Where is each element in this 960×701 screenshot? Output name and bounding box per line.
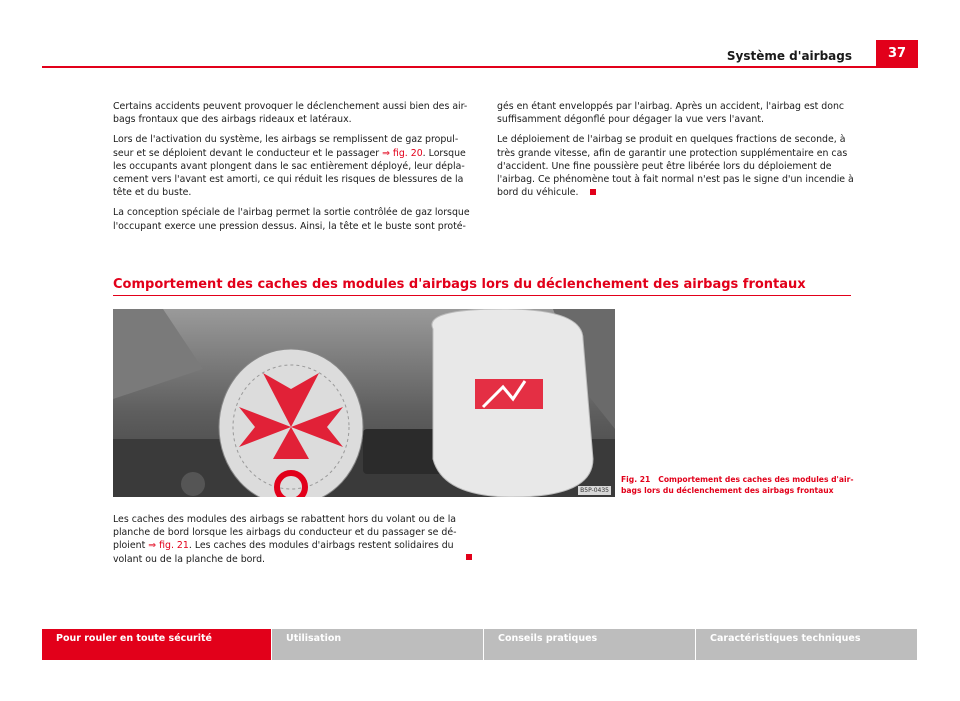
paragraph-text: Les caches des modules des airbags se rabattent hors du volant ou de la planche de bord lorsque les airbags du conducteur et du passager se dé-ploient <box>113 514 457 552</box>
fig20-link[interactable]: ⇒ fig. 20 <box>382 147 423 159</box>
section-rule <box>113 295 851 296</box>
paragraph: Certains accidents peuvent provoquer le déclenchement aussi bien des air-bags frontaux que des airbags rideaux et latéraux. <box>113 101 468 126</box>
section-title: Comportement des caches des modules d'airbags lors du déclenchement des airbags frontaux <box>113 277 806 292</box>
end-marker-icon <box>466 554 472 560</box>
paragraph <box>113 513 473 566</box>
paragraph-text: . Les caches des modules d'airbags restent solidaires du volant ou de la planche de bord. <box>113 540 454 565</box>
paragraph <box>497 133 857 199</box>
figure-airbags <box>113 309 615 497</box>
airbag-illustration <box>113 309 615 497</box>
right-column <box>497 100 857 206</box>
tab-utilisation[interactable]: Utilisation <box>272 629 484 660</box>
footer-nav <box>42 629 918 660</box>
end-marker-icon <box>590 189 596 195</box>
header-rule <box>42 66 918 68</box>
tab-conseils[interactable]: Conseils pratiques <box>484 629 696 660</box>
figure-code: B5P-0435 <box>580 487 609 494</box>
page-number: 37 <box>876 40 918 66</box>
figure-caption <box>621 475 861 496</box>
tab-caracteristiques[interactable]: Caractéristiques techniques <box>696 629 918 660</box>
left-column <box>113 100 473 240</box>
paragraph-text: Lors de l'activation du système, les airbags se remplissent de gaz propul-seur et se déploient devant le conducteur et le passager <box>113 134 459 159</box>
paragraph-text: . Lorsque les occupants avant plongent dans le sac entièrement déployé, leur dépla-cement vers l'avant est amorti, ce qui réduit les risques de blessures de la tête et du buste. <box>113 147 466 199</box>
paragraph-text: Le déploiement de l'airbag se produit en quelques fractions de seconde, à très grande vitesse, afin de garantir une protection supplémentaire en cas d'accident. Une fine poussière peut être libérée lors du déploiement de l'airbag. Ce phénomène tout à fait normal n'est pas le signe d'un incendie à bord du véhicule. <box>497 134 854 199</box>
paragraph: La conception spéciale de l'airbag permet la sortie contrôlée de gaz lorsque l'occupant exerce une pression dessus. Ainsi, la tête et le buste sont proté- <box>113 207 470 232</box>
caption-text: Comportement des caches des modules d'air-bags lors du déclenchement des airbags frontaux <box>621 475 854 495</box>
bottom-column <box>113 513 473 573</box>
tab-pour-rouler[interactable]: Pour rouler en toute sécurité <box>42 629 272 660</box>
header-title: Système d'airbags <box>726 49 852 63</box>
fig21-link[interactable]: ⇒ fig. 21 <box>148 540 189 552</box>
paragraph <box>113 133 473 199</box>
caption-label: Fig. 21 <box>621 475 651 484</box>
paragraph: gés en étant enveloppés par l'airbag. Après un accident, l'airbag est donc suffisamment dégonflé pour dégager la vue vers l'avant. <box>497 101 845 126</box>
